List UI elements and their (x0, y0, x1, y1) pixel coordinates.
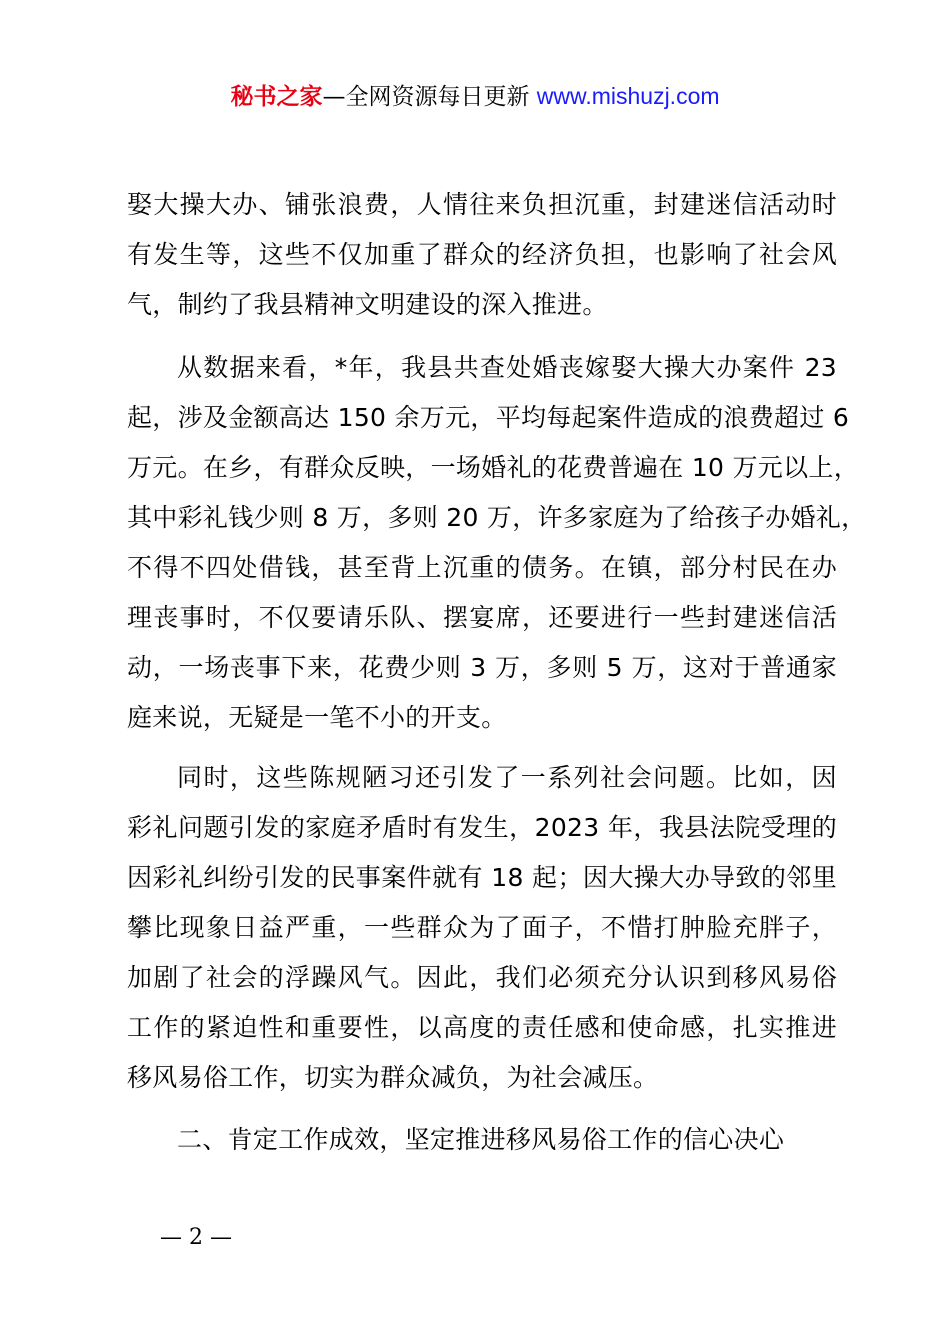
text-line: 彩礼问题引发的家庭矛盾时有发生，2023 年，我县法院受理的 (127, 813, 837, 842)
text-line: 起，涉及金额高达 150 余万元，平均每起案件造成的浪费超过 6 (127, 403, 850, 432)
paragraph-2 (127, 343, 867, 743)
text-line: 同时，这些陈规陋习还引发了一系列社会问题。比如，因 (177, 763, 837, 792)
site-brand: 秘书之家 (230, 84, 323, 110)
paragraph-1 (127, 180, 837, 330)
text-line: 不得不四处借钱，甚至背上沉重的债务。在镇，部分村民在办 (127, 553, 837, 582)
site-tagline: —全网资源每日更新 (322, 84, 537, 110)
text-line: 庭来说，无疑是一笔不小的开支。 (127, 703, 507, 732)
text-line: 加剧了社会的浮躁风气。因此，我们必须充分认识到移风易俗 (127, 963, 837, 992)
text-line: 动，一场丧事下来，花费少则 3 万，多则 5 万，这对于普通家 (127, 653, 837, 682)
text-line: 攀比现象日益严重，一些群众为了面子，不惜打肿脸充胖子， (127, 913, 837, 942)
site-url-link[interactable]: www.mishuzj.com (536, 83, 720, 109)
text-line: 娶大操大办、铺张浪费，人情往来负担沉重，封建迷信活动时 (127, 190, 837, 219)
paragraph-3 (127, 753, 837, 1103)
text-line: 移风易俗工作，切实为群众减负，为社会减压。 (127, 1063, 659, 1092)
site-header (0, 80, 950, 113)
page-number: — 2 — (160, 1225, 232, 1250)
text-line: 因彩礼纠纷引发的民事案件就有 18 起；因大操大办导致的邻里 (127, 863, 837, 892)
text-line: 气，制约了我县精神文明建设的深入推进。 (127, 290, 608, 319)
text-line: 万元。在乡，有群众反映，一场婚礼的花费普遍在 10 万元以上， (127, 453, 860, 482)
text-line: 工作的紧迫性和重要性，以高度的责任感和使命感，扎实推进 (127, 1013, 837, 1042)
text-line: 其中彩礼钱少则 8 万，多则 20 万，许多家庭为了给孩子办婚礼， (127, 503, 867, 532)
text-line: 从数据来看，*年，我县共查处婚丧嫁娶大操大办案件 23 (177, 353, 837, 382)
text-line: 有发生等，这些不仅加重了群众的经济负担，也影响了社会风 (127, 240, 837, 269)
text-line: 理丧事时，不仅要请乐队、摆宴席，还要进行一些封建迷信活 (127, 603, 837, 632)
section-heading: 二、肯定工作成效，坚定推进移风易俗工作的信心决心 (177, 1125, 785, 1154)
